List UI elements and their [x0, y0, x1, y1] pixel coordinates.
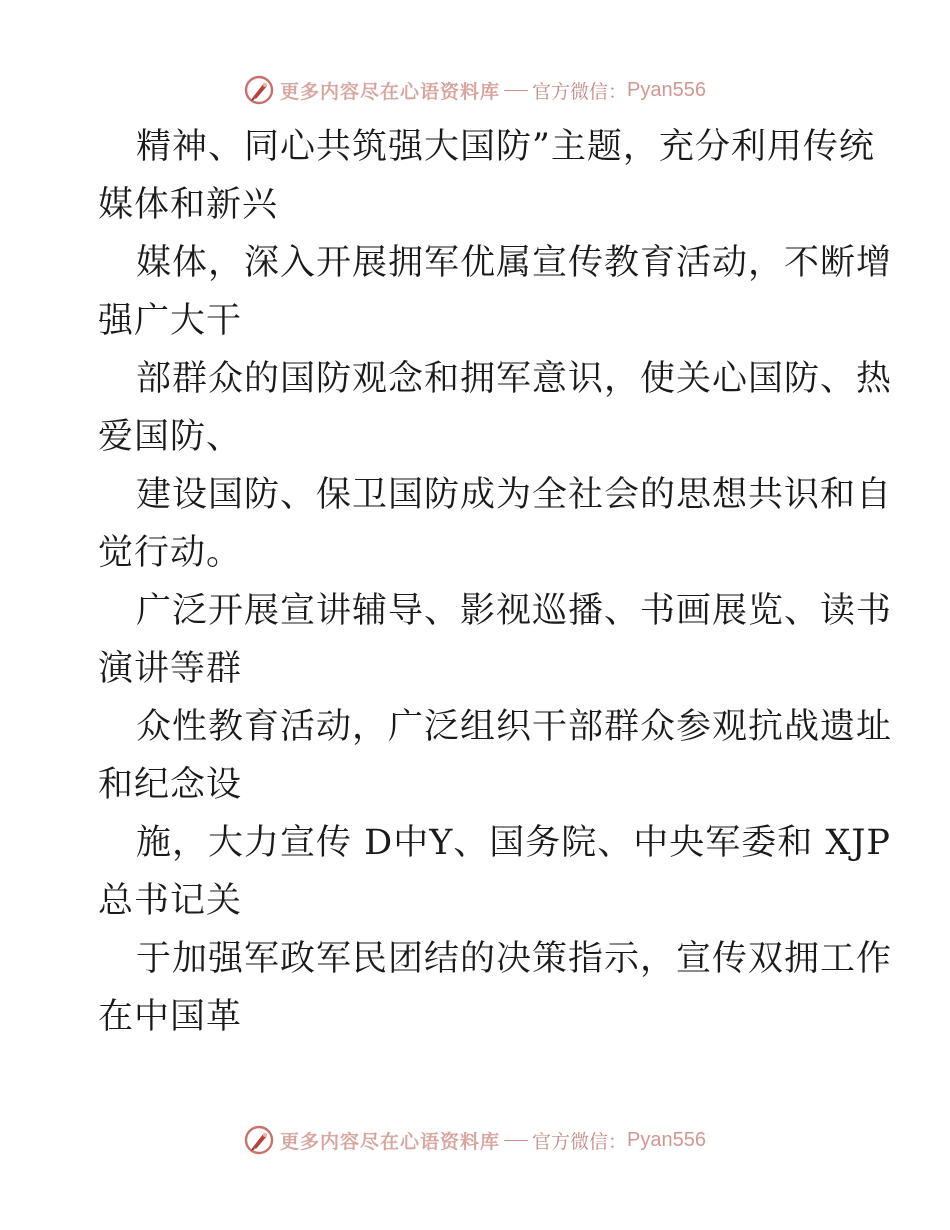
quill-pen-logo-icon — [244, 1125, 274, 1155]
paragraph-line-first: 众性教育活动，广泛组织干部群众参观抗战遗址 — [136, 707, 893, 747]
body-paragraph — [98, 930, 893, 1046]
body-paragraph — [98, 582, 893, 698]
paragraph-line-wrap: 爱国防、 — [98, 417, 243, 457]
paragraph-line-first: 广泛开展宣讲辅导、影视巡播、书画展览、读书 — [136, 591, 893, 631]
quill-pen-logo-icon — [244, 75, 274, 105]
footer-wechat-id: Pyan556 — [627, 1128, 706, 1151]
paragraph-line-wrap: 媒体和新兴 — [98, 185, 279, 225]
body-paragraph — [98, 698, 893, 814]
header-brand-text: 更多内容尽在心语资料库 — [280, 80, 501, 103]
paragraph-line-first: 于加强军政军民团结的决策指示，宣传双拥工作 — [136, 939, 893, 979]
paragraph-line-wrap: 强广大干 — [98, 301, 243, 341]
body-paragraph — [98, 234, 893, 350]
paragraph-line-wrap: 和纪念设 — [98, 765, 243, 805]
body-paragraph — [98, 814, 891, 930]
document-body — [98, 118, 893, 1046]
paragraph-line-first: 部群众的国防观念和拥军意识，使关心国防、热 — [136, 359, 893, 399]
header-wechat-label: 官方微信： — [532, 80, 628, 103]
paragraph-line-first: 精神、同心共筑强大国防”主题，充分利用传统 — [136, 127, 875, 167]
header-separator — [504, 90, 528, 91]
paragraph-line-first: 施，大力宣传 D中Y、国务院、中央军委和 XJP — [136, 823, 891, 863]
paragraph-line-wrap: 演讲等群 — [98, 649, 243, 689]
body-paragraph — [98, 118, 875, 234]
footer-banner — [0, 1120, 950, 1160]
paragraph-line-wrap: 在中国革 — [98, 997, 243, 1037]
body-paragraph — [98, 350, 893, 466]
footer-brand-text: 更多内容尽在心语资料库 — [280, 1130, 501, 1153]
paragraph-line-wrap: 觉行动。 — [98, 533, 243, 573]
header-wechat-id: Pyan556 — [627, 78, 706, 101]
paragraph-line-wrap: 总书记关 — [98, 881, 243, 921]
body-paragraph — [98, 466, 893, 582]
footer-separator — [504, 1140, 528, 1141]
header-banner — [0, 70, 950, 110]
footer-wechat-label: 官方微信： — [532, 1130, 628, 1153]
paragraph-line-first: 媒体，深入开展拥军优属宣传教育活动，不断增 — [136, 243, 893, 283]
paragraph-line-first: 建设国防、保卫国防成为全社会的思想共识和自 — [136, 475, 893, 515]
